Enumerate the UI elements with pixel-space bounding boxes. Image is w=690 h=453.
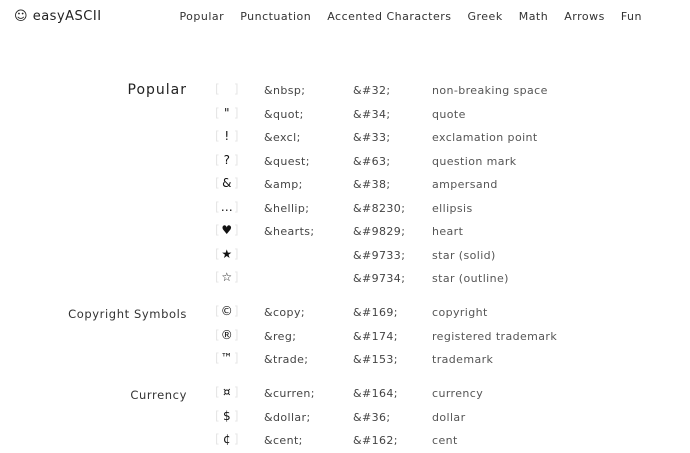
section-title-popular: Popular: [127, 82, 187, 98]
section-title-currency: Currency: [130, 388, 187, 402]
glyph-cell[interactable]: [ ☆ ]: [213, 270, 241, 284]
entity-description: dollar: [432, 410, 466, 424]
entity-code: &#34;: [353, 107, 391, 121]
nav-item-arrows[interactable]: Arrows: [564, 10, 605, 23]
entity-code: &#32;: [353, 84, 391, 97]
nav-item-math[interactable]: Math: [518, 10, 549, 23]
list-item[interactable]: [0, 383, 690, 406]
logo-text: easyASCII: [32, 9, 102, 24]
entity-description: registered trademark: [432, 329, 558, 343]
entity-code: &#63;: [353, 154, 391, 168]
list-item[interactable]: [0, 245, 690, 268]
entity-description: quote: [432, 107, 466, 121]
entity-code: &#164;: [353, 387, 398, 400]
entity-code: &#33;: [353, 131, 391, 144]
entity-name: &trade;: [264, 353, 309, 366]
main-nav: [179, 10, 642, 23]
list-item[interactable]: [0, 151, 690, 174]
entity-code: &#153;: [353, 353, 398, 366]
entity-code: &#8230;: [353, 201, 406, 215]
entity-code: &#9829;: [353, 225, 406, 238]
entity-name: &amp;: [264, 178, 303, 191]
list-item[interactable]: [0, 302, 690, 325]
nav-item-accented-characters[interactable]: Accented Characters: [327, 10, 452, 23]
glyph-cell[interactable]: [ © ]: [213, 304, 241, 318]
section-title-copyright-symbols: Copyright Symbols: [68, 307, 187, 321]
entity-description: heart: [432, 225, 464, 238]
entity-code: &#162;: [353, 434, 398, 447]
list-item[interactable]: [0, 407, 690, 430]
entity-description: currency: [432, 387, 484, 400]
glyph-cell[interactable]: [ ? ]: [213, 153, 241, 167]
top-bar: [0, 0, 690, 34]
entity-description: question mark: [432, 154, 517, 168]
entity-name: &excl;: [264, 131, 301, 144]
entity-name: &reg;: [264, 329, 297, 343]
entity-code: &#9733;: [353, 248, 406, 262]
glyph-cell[interactable]: [ ! ]: [213, 129, 241, 143]
entity-code: &#9734;: [353, 272, 406, 285]
entity-name: &copy;: [264, 306, 305, 319]
glyph-cell[interactable]: [ ¤ ]: [213, 385, 241, 399]
glyph-cell[interactable]: [ $ ]: [213, 409, 241, 423]
entity-description: exclamation point: [432, 131, 538, 144]
entity-description: cent: [432, 434, 458, 447]
entity-name: &curren;: [264, 387, 315, 400]
entity-description: star (outline): [432, 272, 509, 285]
glyph-cell[interactable]: [ " ]: [213, 106, 241, 120]
entity-description: ellipsis: [432, 201, 473, 215]
entity-name: &quest;: [264, 154, 310, 168]
glyph-cell[interactable]: [ ™ ]: [213, 351, 241, 365]
list-item[interactable]: [0, 430, 690, 453]
glyph-cell[interactable]: [ ★ ]: [213, 247, 241, 261]
list-item[interactable]: [0, 268, 690, 291]
entity-description: non-breaking space: [432, 84, 548, 97]
entity-name: &hellip;: [264, 201, 310, 215]
list-item[interactable]: [0, 127, 690, 150]
glyph-cell[interactable]: [ … ]: [213, 200, 241, 214]
entity-name: &nbsp;: [264, 84, 306, 97]
list-item[interactable]: [0, 349, 690, 372]
entity-code: &#38;: [353, 178, 391, 191]
nav-item-greek[interactable]: Greek: [467, 10, 503, 23]
logo[interactable]: [14, 9, 102, 24]
nav-item-popular[interactable]: Popular: [179, 10, 225, 23]
glyph-cell[interactable]: [ ♥ ]: [213, 223, 241, 237]
entity-description: star (solid): [432, 248, 496, 262]
glyph-cell[interactable]: [ & ]: [213, 176, 241, 190]
entity-name: &dollar;: [264, 410, 311, 424]
glyph-cell[interactable]: [ ® ]: [213, 328, 241, 342]
entity-name: &cent;: [264, 434, 303, 447]
list-item[interactable]: [0, 80, 690, 103]
nav-item-punctuation[interactable]: Punctuation: [240, 10, 312, 23]
entity-code: &#174;: [353, 329, 398, 343]
glyph-cell[interactable]: [ ¢ ]: [213, 432, 241, 446]
entity-name: &hearts;: [264, 225, 315, 238]
list-item[interactable]: [0, 198, 690, 221]
list-item[interactable]: [0, 174, 690, 197]
list-item[interactable]: [0, 104, 690, 127]
entity-description: ampersand: [432, 178, 498, 191]
entity-description: trademark: [432, 353, 494, 366]
entity-code: &#169;: [353, 306, 398, 319]
entity-description: copyright: [432, 306, 488, 319]
entity-name: &quot;: [264, 107, 304, 121]
list-item[interactable]: [0, 326, 690, 349]
entity-code: &#36;: [353, 410, 391, 424]
smiley-icon: ☺: [14, 9, 29, 24]
nav-item-fun[interactable]: Fun: [620, 10, 642, 23]
list-item[interactable]: [0, 221, 690, 244]
